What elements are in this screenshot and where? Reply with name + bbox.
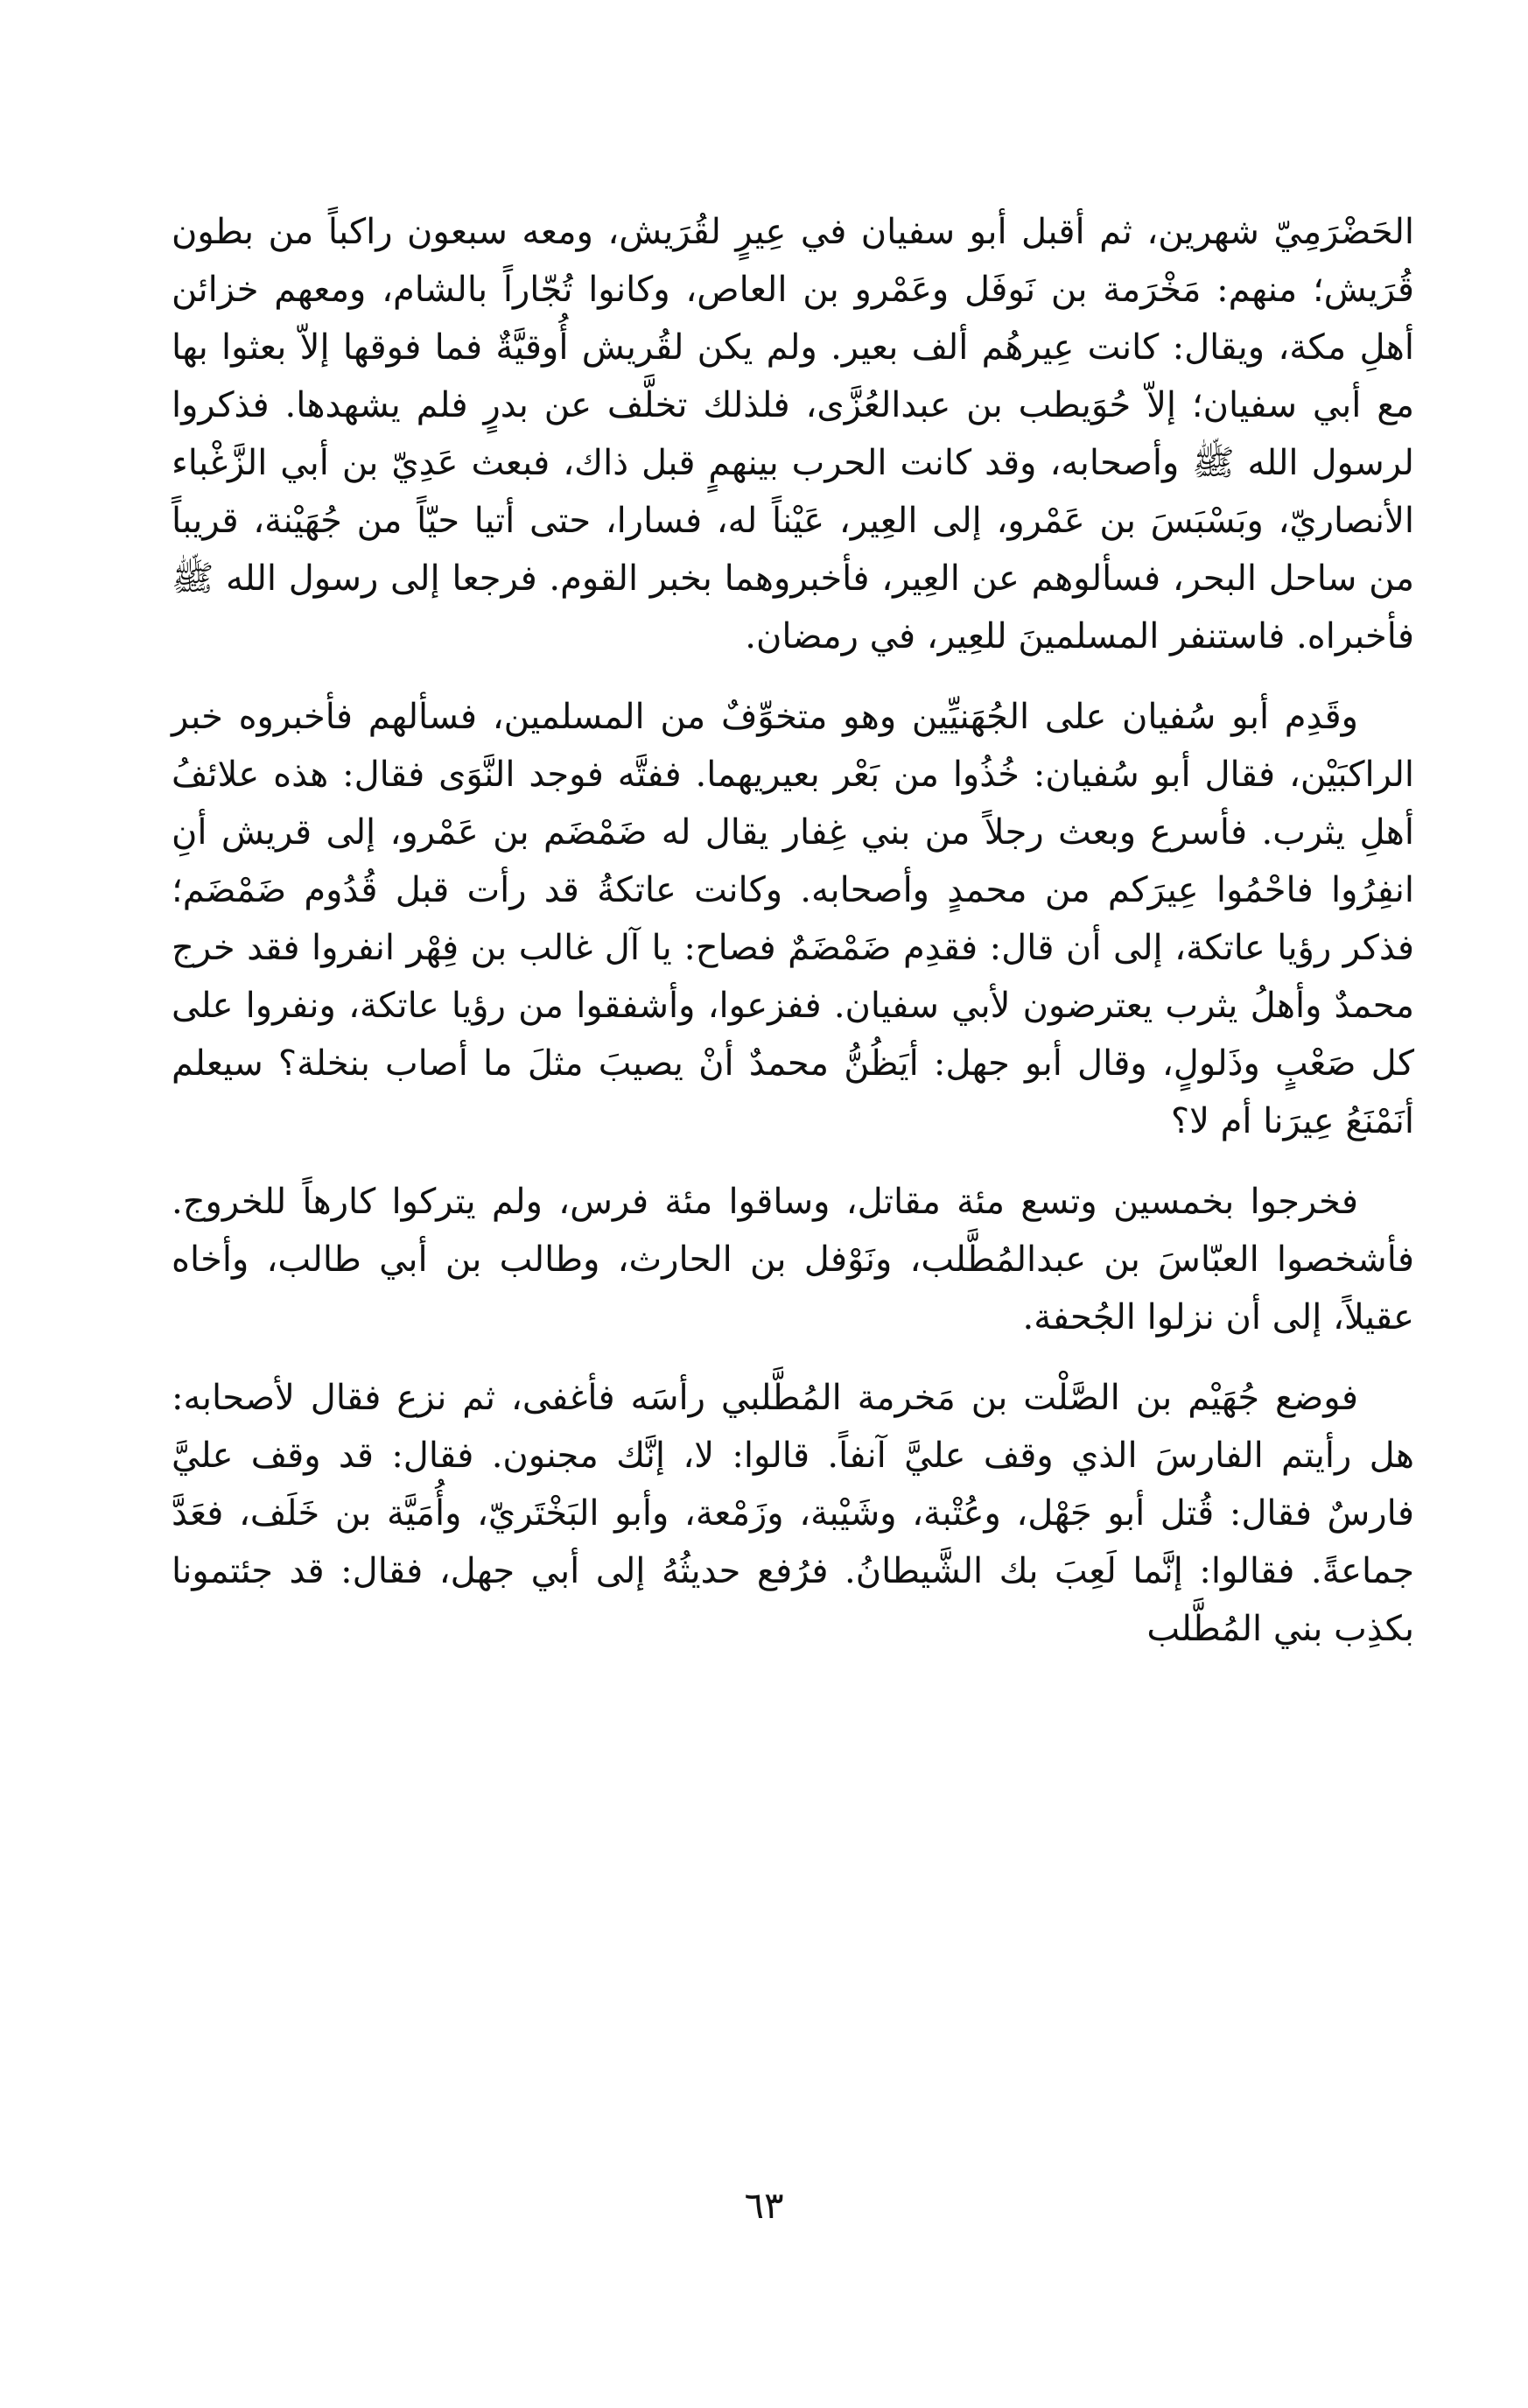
body-text bbox=[172, 203, 1414, 1681]
paragraph-3: فخرجوا بخمسين وتسع مئة مقاتل، وساقوا مئة فرس، ولم يتركوا كارهاً للخروج. فأشخصوا العبّاسَ بن عبدالمُطَّلب، ونَوْفل بن الحارث، وطالب بن أبي طالب، وأخاه عقيلاً، إلى أن نزلوا الجُحفة. bbox=[172, 1182, 1414, 1337]
paragraph-1: الحَضْرَمِيّ شهرين، ثم أقبل أبو سفيان في عِيرٍ لقُرَيش، ومعه سبعون راكباً من بطون قُرَيش؛ منهم: مَخْرَمة بن نَوفَل وعَمْرو بن العاص، وكانوا تُجّاراً بالشام، ومعهم خزائن أهلِ مكة، ويقال: كانت عِيرهُم ألف بعير. ولم يكن لقُريش أُوقيَّةٌ فما فوقها إلاّ بعثوا بها مع أبي سفيان؛ إلاّ حُوَيطب بن عبدالعُزَّى، فلذلك تخلَّف عن بدرٍ فلم يشهدها. فذكروا لرسول الله ﷺ وأصحابه، وقد كانت الحرب بينهمٍ قبل ذاك، فبعث عَدِيّ بن أبي الزَّغْباء الأنصاريّ، وبَسْبَسَ بن عَمْرو، إلى العِير، عَيْناً له، فسارا، حتى أتيا حيّاً من جُهَيْنة، قريباً من ساحل البحر، فسألوهم عن العِير، فأخبروهما بخبر القوم. فرجعا إلى رسول الله ﷺ فأخبراه. فاستنفر المسلمينَ للعِير، في رمضان. bbox=[172, 212, 1414, 656]
paragraph-2: وقَدِم أبو سُفيان على الجُهَنيِّين وهو متخوِّفٌ من المسلمين، فسألهم فأخبروه خبر الراكبَيْن، فقال أبو سُفيان: خُذُوا من بَعْر بعيريهما. ففتَّه فوجد النَّوَى فقال: هذه علائفُ أهلِ يثرب. فأسرع وبعث رجلاً من بني غِفار يقال له ضَمْضَم بن عَمْرو، إلى قريش أنِ انفِرُوا فاحْمُوا عِيرَكم من محمدٍ وأصحابه. وكانت عاتكةُ قد رأت قبل قُدُوم ضَمْضَم؛ فذكر رؤيا عاتكة، إلى أن قال: فقدِم ضَمْضَمٌ فصاح: يا آل غالب بن فِهْر انفروا فقد خرج محمدٌ وأهلُ يثرب يعترضون لأبي سفيان. ففزعوا، وأشفقوا من رؤيا عاتكة، ونفروا على كل صَعْبٍ وذَلولٍ، وقال أبو جهل: أيَظُنُّ محمدٌ أنْ يصيبَ مثلَ ما أصاب بنخلة؟ سيعلم أنَمْنَعُ عِيرَنا أم لا؟ bbox=[172, 697, 1414, 1141]
page-number: ٦٣ bbox=[744, 2184, 784, 2227]
paragraph-4: فوضع جُهَيْم بن الصَّلْت بن مَخرمة المُطَّلبي رأسَه فأغفى، ثم نزع فقال لأصحابه: هل رأيتم الفارسَ الذي وقف عليَّ آنفاً. قالوا: لا، إنَّك مجنون. فقال: قد وقف عليَّ فارسٌ فقال: قُتل أبو جَهْل، وعُتْبة، وشَيْبة، وزَمْعة، وأبو البَخْتَريّ، وأُمَيَّة بن خَلَف، فعَدَّ جماعةً. فقالوا: إنَّما لَعِبَ بك الشَّيطانُ. فرُفع حديثُهُ إلى أبي جهل، فقال: قد جئتمونا بكذِب بني المُطَّلب bbox=[172, 1378, 1414, 1649]
